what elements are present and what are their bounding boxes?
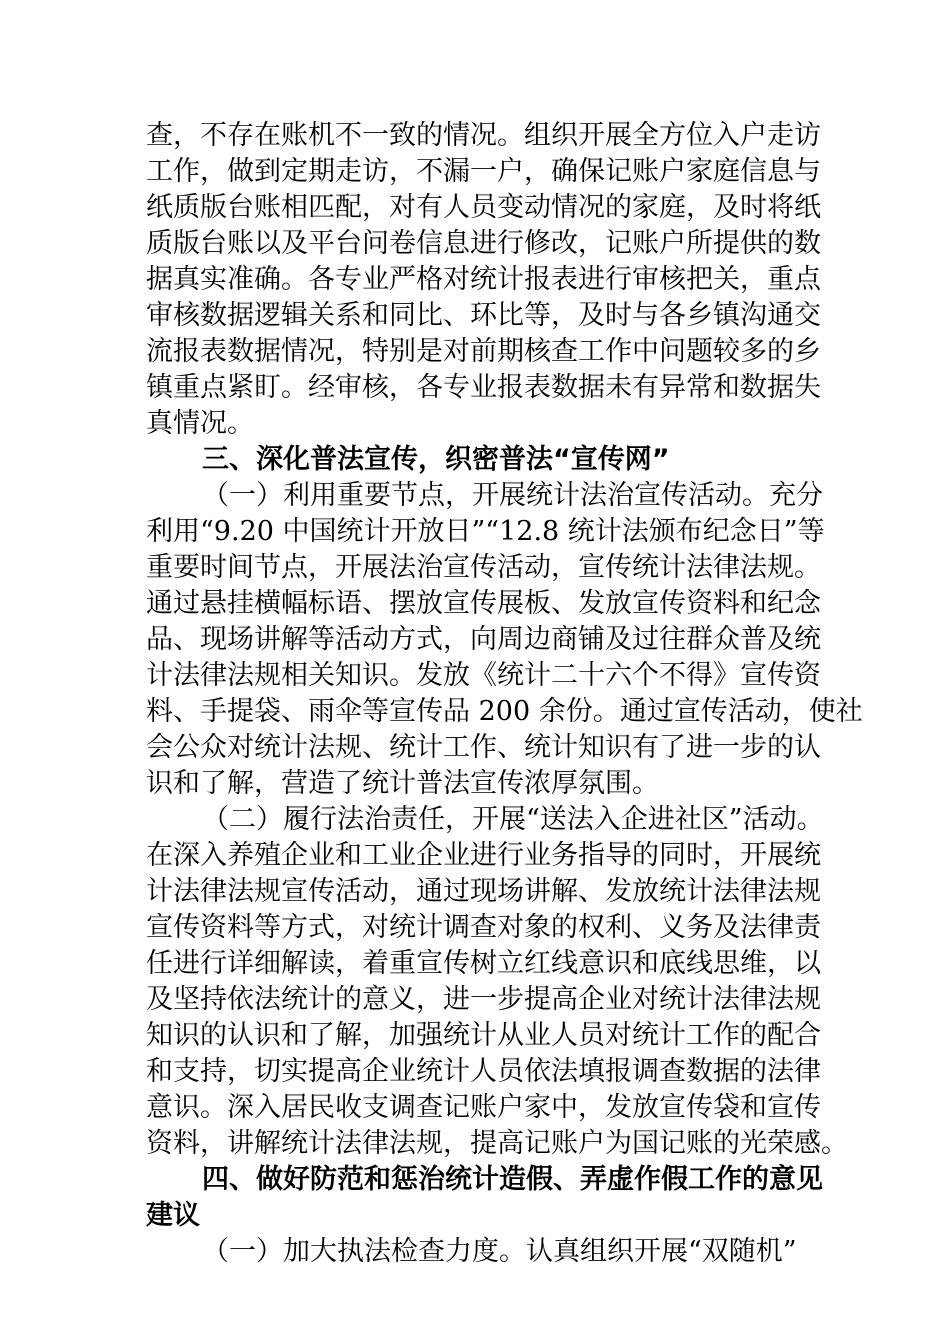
section-heading-3: 三、深化普法宣传，织密普法“宣传网” [202,444,670,475]
body-line: 及坚持依法统计的意义，进一步提高企业对统计法律法规 [146,984,821,1015]
subsection-heading-first-line: （二）履行法治责任，开展“送法入企进社区”活动。 [202,804,824,835]
body-line: 纸质版台账相匹配，对有人员变动情况的家庭，及时将纸 [146,192,821,223]
body-line: 知识的认识和了解，加强统计从业人员对统计工作的配合 [146,1020,821,1051]
body-line: 镇重点紧盯。经审核，各专业报表数据未有异常和数据失 [146,372,821,403]
body-line: 资料，讲解统计法律法规，提高记账户为国记账的光荣感。 [146,1128,848,1159]
body-line: 真情况。 [146,408,254,439]
body-line: 和支持，切实提高企业统计人员依法填报调查数据的法律 [146,1056,821,1087]
body-line: 会公众对统计法规、统计工作、统计知识有了进一步的认 [146,732,821,763]
body-line: 在深入养殖企业和工业企业进行业务指导的同时，开展统 [146,840,821,871]
section-heading-4-continued: 建议 [146,1200,200,1231]
section-heading-4: 四、做好防范和惩治统计造假、弄虚作假工作的意见 [202,1164,823,1195]
body-line: 意识。深入居民收支调查记账户家中，发放宣传袋和宣传 [146,1092,821,1123]
body-line: 任进行详细解读，着重宣传树立红线意识和底线思维，以 [146,948,821,979]
body-line: 审核数据逻辑关系和同比、环比等，及时与各乡镇沟通交 [146,300,821,331]
body-line: 查，不存在账机不一致的情况。组织开展全方位入户走访 [146,120,821,151]
body-line: 重要时间节点，开展法治宣传活动，宣传统计法律法规。 [146,552,821,583]
body-line: 通过悬挂横幅标语、摆放宣传展板、发放宣传资料和纪念 [146,588,821,619]
body-line: 利用“9.20 中国统计开放日”“12.8 统计法颁布纪念日”等 [146,516,825,547]
body-line: 据真实准确。各专业严格对统计报表进行审核把关，重点 [146,264,821,295]
body-line: 品、现场讲解等活动方式，向周边商铺及过往群众普及统 [146,624,821,655]
body-line: 质版台账以及平台问卷信息进行修改，记账户所提供的数 [146,228,821,259]
body-line: 工作，做到定期走访，不漏一户，确保记账户家庭信息与 [146,156,821,187]
body-line: 计法律法规相关知识。发放《统计二十六个不得》宣传资 [146,660,821,691]
subsection-heading-first-line: （一）利用重要节点，开展统计法治宣传活动。充分 [202,480,823,511]
body-line: 识和了解，营造了统计普法宣传浓厚氛围。 [146,768,659,799]
body-line: 计法律法规宣传活动，通过现场讲解、发放统计法律法规 [146,876,821,907]
body-line: 宣传资料等方式，对统计调查对象的权利、义务及法律责 [146,912,821,943]
body-line: 料、手提袋、雨伞等宣传品 200 余份。通过宣传活动，使社 [146,696,863,727]
body-line: 流报表数据情况，特别是对前期核查工作中问题较多的乡 [146,336,821,367]
subsection-heading-first-line: （一）加大执法检查力度。认真组织开展“双随机” [202,1236,797,1267]
